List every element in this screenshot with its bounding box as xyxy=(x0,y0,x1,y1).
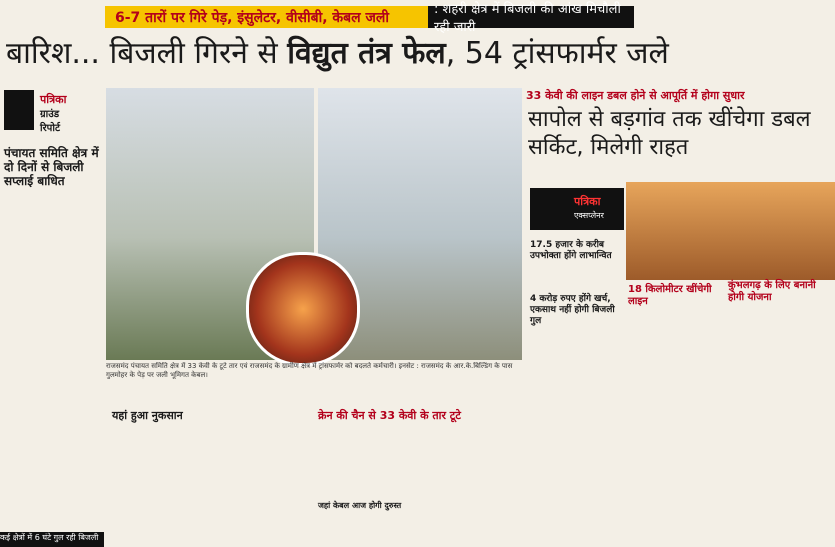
top-band-text: 6-7 तारों पर गिरे पेड़, इंसुलेटर, वीसीबी, केबल जली xyxy=(115,9,390,26)
left-bottom-strip: कई क्षेत्रों में 6 घंटे गुल रही बिजली xyxy=(0,532,104,547)
headline-part3: , 54 ट्रांसफार्मर जले xyxy=(445,36,669,71)
left-headline: पंचायत समिति क्षेत्र में दो दिनों से बिजली सप्लाई बाधित xyxy=(4,146,99,188)
section-nuksan: यहां हुआ नुकसान xyxy=(112,409,183,422)
headline-part2: विद्युत तंत्र फेल xyxy=(287,36,446,71)
subhead-kumbhalgarh: कुंभलगढ़ के लिए बनानी होगी योजना xyxy=(728,280,816,303)
right-strip: 33 केवी की लाइन डबल होने से आपूर्ति में होगा सुधार xyxy=(526,89,745,102)
explainer-brand: पत्रिका xyxy=(574,195,601,208)
ground-label-1: ग्राउंड xyxy=(40,109,60,120)
ground-report-logo xyxy=(4,90,34,130)
section-line-double: जहां केबल आज होगी दुरुस्त xyxy=(318,501,402,510)
ground-label xyxy=(40,106,60,134)
top-band-right: : शहरी क्षेत्र में बिजली की आंख मिचौली रही जारी xyxy=(428,6,634,28)
right-headline: सापोल से बड़गांव तक खींचेगा डबल सर्किट, मिलेगी राहत xyxy=(528,107,811,160)
ground-label-2: रिपोर्ट xyxy=(40,123,60,134)
pylon-photo xyxy=(626,182,835,280)
subhead-line: 18 किलोमीटर खींचेगी लाइन xyxy=(628,284,712,307)
explainer-label: एक्सप्लेनर xyxy=(574,211,604,220)
main-headline xyxy=(0,32,835,78)
explainer-badge xyxy=(530,188,624,230)
brand-label: पत्रिका xyxy=(40,93,67,106)
subhead-consumers: 17.5 हजार के करीब उपभोक्ता होंगे लाभान्वित xyxy=(530,240,612,261)
headline-part1: बारिश... बिजली गिरने से xyxy=(6,36,288,71)
section-crane: क्रेन की चैन से 33 केवी के तार टूटे xyxy=(318,409,461,422)
subhead-cost: 4 करोड़ रुपए होंगे खर्च, एकसाथ नहीं होगी बिजली गुल xyxy=(530,294,615,326)
photo-caption: राजसमंद पंचायत समिति क्षेत्र में 33 केवी के टूटे तार एवं राजसमंद के ग्रामीण क्षेत्र में ट्रांसफार्मर को बदलते कर्मचारी। इनसेट : राजसमंद के आर.के.बिल्डिंग के पास गुलमोहर के पेड़ पर जली भूमिगत केबल। xyxy=(106,362,513,379)
inset-fire-photo xyxy=(246,252,360,366)
